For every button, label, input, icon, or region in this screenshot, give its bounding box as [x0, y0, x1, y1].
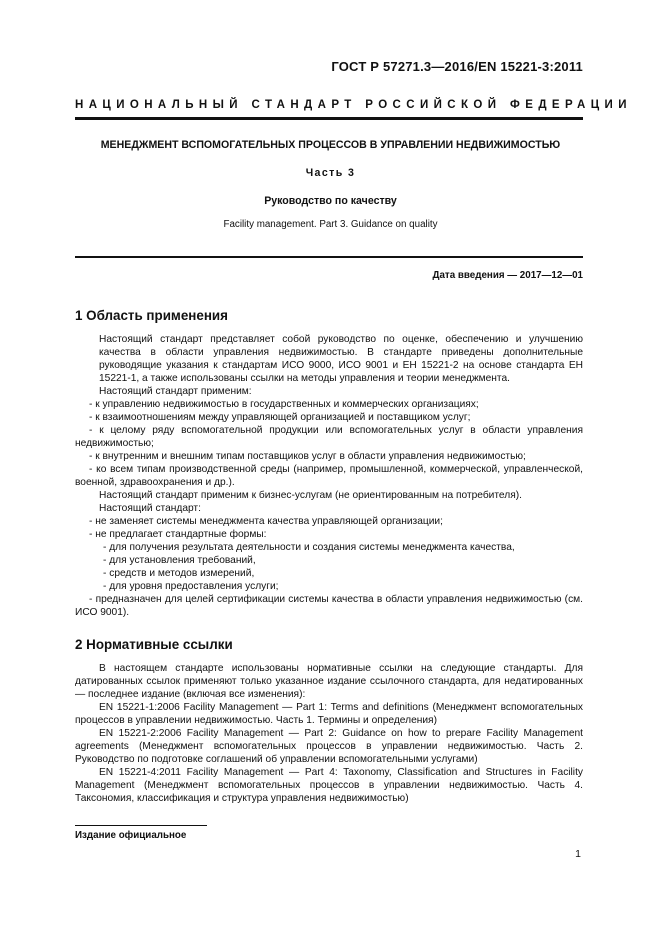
paragraph: Настоящий стандарт:: [99, 503, 201, 514]
list-item: - не предлагает стандартные формы:: [89, 529, 267, 540]
document-subtitle: Руководство по качеству: [264, 195, 397, 207]
paragraph: Настоящий стандарт применим:: [99, 386, 252, 397]
list-item: - не заменяет системы менеджмента качества управляющей организации;: [89, 516, 443, 527]
reference-item: EN 15221-2:2006 Facility Management — Part 2: Guidance on how to prepare Facility Management agreements (Менеджмент вспомогательных процессов в управлении недвижимостью. Часть 2. Руководство по подготовке соглашений об управлении вспомогательными услугами): [75, 728, 583, 765]
page-number: 1: [575, 848, 581, 860]
paragraph: Настоящий стандарт применим к бизнес-услугам (не ориентированным на потребителя).: [99, 490, 522, 501]
part-label: Часть 3: [305, 167, 356, 179]
sub-list-item: - средств и методов измерений,: [103, 568, 255, 579]
title-rule: [75, 256, 583, 258]
list-item: - предназначен для целей сертификации системы качества в области управления недвижимостью (см. ИСО 9001).: [75, 594, 583, 618]
edition-rule: [75, 825, 207, 826]
introduction-date: Дата введения — 2017—12—01: [432, 270, 583, 281]
list-item: - к взаимоотношениям между управляющей организацией и поставщиком услуг;: [89, 412, 471, 423]
list-item: - к целому ряду вспомогательной продукции или вспомогательных услуг в области управления недвижимостью;: [75, 425, 583, 449]
section-2-heading: 2 Нормативные ссылки: [75, 637, 233, 652]
section-1-body: [75, 333, 583, 619]
list-item: - к управлению недвижимостью в государственных и коммерческих организациях;: [89, 399, 479, 410]
english-title: Facility management. Part 3. Guidance on quality: [223, 219, 438, 230]
header-rule: [75, 117, 583, 120]
gost-code: ГОСТ Р 57271.3—2016/EN 15221-3:2011: [331, 59, 583, 74]
section-1-heading: 1 Область применения: [75, 308, 228, 323]
national-standard-label: НАЦИОНАЛЬНЫЙ СТАНДАРТ РОССИЙСКОЙ ФЕДЕРАЦИИ: [75, 99, 632, 111]
reference-item: EN 15221-1:2006 Facility Management — Part 1: Terms and definitions (Менеджмент вспомогательных процессов в управлении недвижимостью. Часть 1. Термины и определения): [75, 702, 583, 726]
sub-list-item: - для получения результата деятельности и создания системы менеджмента качества,: [103, 542, 515, 553]
sub-list-item: - для уровня предоставления услуги;: [103, 581, 279, 592]
list-item: - ко всем типам производственной среды (например, промышленной, коммерческой, управленческой, военной, здравоохранения и др.).: [75, 464, 583, 488]
sub-list-item: - для установления требований,: [103, 555, 256, 566]
edition-label: Издание официальное: [75, 830, 187, 841]
section-2-body: [75, 662, 583, 805]
list-item: - к внутренним и внешним типам поставщиков услуг в области управления недвижимостью;: [89, 451, 526, 462]
paragraph: Настоящий стандарт представляет собой руководство по оценке, обеспечению и улучшению качества в области управления недвижимостью. В стандарте приведены дополнительные руководящие указания к стандартам ИСО 9000, ИСО 9001 и ЕН 15221-2 на основе стандарта ЕН 15221-1, а также использованы ссылки на методы управления и теории менеджмента.: [99, 334, 583, 384]
document-title: МЕНЕДЖМЕНТ ВСПОМОГАТЕЛЬНЫХ ПРОЦЕССОВ В УПРАВЛЕНИИ НЕДВИЖИМОСТЬЮ: [100, 139, 561, 151]
reference-item: EN 15221-4:2011 Facility Management — Part 4: Taxonomy, Classification and Structures in Facility Management (Менеджмент вспомогательных процессов в управлении недвижимостью. Часть 4. Таксономия, классификация и структура управления недвижимостью): [75, 767, 583, 804]
paragraph: В настоящем стандарте использованы нормативные ссылки на следующие стандарты. Для датированных ссылок применяют только указанное издание ссылочного стандарта, для недатированных — последнее издание (включая все изменения):: [75, 663, 583, 700]
